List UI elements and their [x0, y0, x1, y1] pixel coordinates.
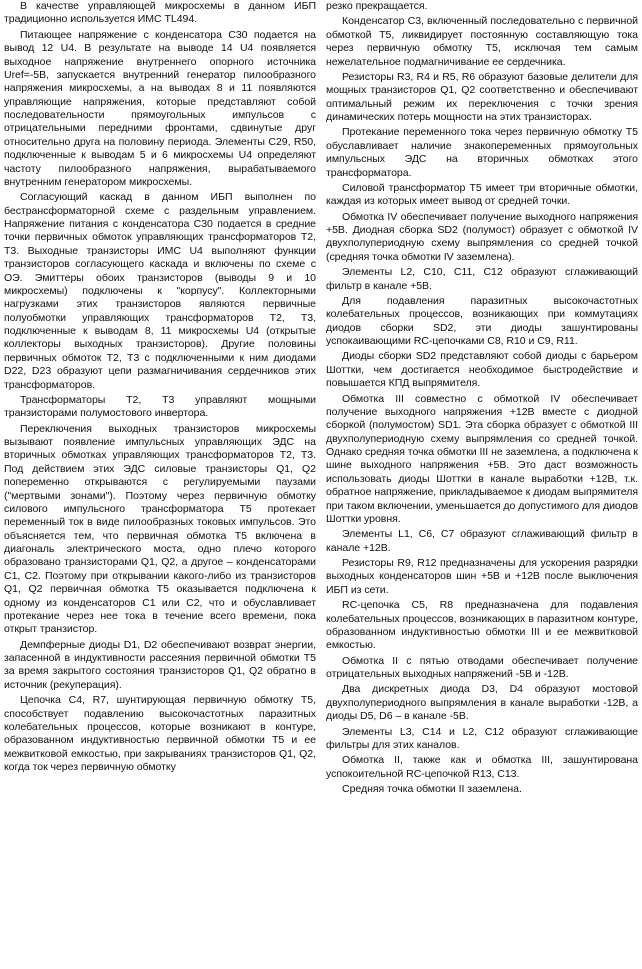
paragraph: Обмотка III совместно с обмоткой IV обеспечивает получение выходного напряжения +12В вместе с диодной сборкой (полумостом) SD1. Эта сборка образует с обмоткой III двухполупериодную схему выпрямления со средней точкой. Однако средняя точка обмотки III не заземлена, а подключена к шине выходного напряжения +5В. Это даст возможность использовать диоды Шоттки в канале выработки +12В, т.к. обратное напряжение, прикладываемое к диодам выпрямителя при таком включении, уменьшается до допустимого для диодов Шоттки уровня.	[326, 392, 638, 525]
paragraph: Средняя точка обмотки II заземлена.	[342, 783, 522, 795]
paragraph: Обмотка II, также как и обмотка III, зашунтирована успокоительной RC-цепочкой R13, С13.	[326, 754, 638, 780]
paragraph: Питающее напряжение с конденсатора С30 подается на вывод 12 U4. В результате на выводе 14 U4 появляется выходное напряжение внутреннего опорного источника Uref=-5В, запускается внутренний генератор пилообразного напряжения микросхемы, а на выводах 8 и 11 появляются управляющие напряжения, которые представляют собой последовательности прямоугольных импульсов с отрицательными передними фронтами, сдвинутые друг относительно друга на половину периода. Элементы С29, R50, подключенные к выводам 5 и 6 микросхемы U4 определяют частоту пилообразного напряжения, вырабатываемого внутренним генератором микросхемы.	[4, 28, 316, 188]
paragraph: Для подавления паразитных высокочастотных колебательных процессов, возникающих при коммутациях диодов сборки SD2, эти диоды зашунтированы успокаивающими RC-цепочками С8, R10 и С9, R11.	[326, 294, 638, 347]
paragraph: Трансформаторы Т2, Т3 управляют мощными транзисторами полумостового инвертора.	[4, 393, 316, 420]
left-column	[4, 0, 316, 969]
paragraph: Обмотка II с пятью отводами обеспечивает получение отрицательных выходных напряжений -5В и -12В.	[326, 654, 638, 680]
paragraph: Резисторы R3, R4 и R5, R6 образуют базовые делители для мощных транзисторов Q1, Q2 соответственно и обеспечивают оптимальный режим их переключения с точки зрения динамических потерь мощности на этих транзисторах.	[326, 70, 638, 123]
paragraph: Конденсатор С3, включенный последовательно с первичной обмоткой Т5, ликвидирует постоянную составляющую тока через первичную обмотку Т5, исключая тем самым нежелательное подмагничивание ее сердечника.	[326, 15, 638, 68]
paragraph: В качестве управляющей микросхемы в данном ИБП традиционно используется ИМС TL494.	[4, 0, 316, 26]
paragraph: резко прекращается.	[326, 0, 428, 12]
paragraph: Протекание переменного тока через первичную обмотку Т5 обуславливает наличие знакопеременных прямоугольных импульсных ЭДС на вторичных обмотках этого трансформатора.	[326, 126, 638, 179]
paragraph: Демпферные диоды D1, D2 обеспечивают возврат энергии, запасенной в индуктивности рассеяния первичной обмотки Т5 за время закрытого состояния транзисторов Q1, Q2 обратно в источник (рекуперация).	[4, 638, 316, 691]
paragraph: Элементы L2, С10, С11, С12 образуют сглаживающий фильтр в канале +5В.	[326, 266, 638, 292]
paragraph: Переключения выходных транзисторов микросхемы вызывают появление импульсных управляющих ЭДС на вторичных обмотках управляющих трансформаторов Т2, Т3. Под действием этих ЭДС силовые транзисторы Q1, Q2 попеременно открываются с регулируемыми паузами ("мертвыми зонами"). Поэтому через первичную обмотку силового импульсного трансформатора Т5 протекает переменный ток в виде пилообразных токовых импульсов. Это объясняется тем, что первичная обмотка Т5 включена в диагональ электрического моста, одно плечо которого образовано транзисторами Q1, Q2, а другое – конденсаторами С1, С2. Поэтому при открывании какого-либо из транзисторов Q1, Q2 первичная обмотка Т5 оказывается подключена к одному из конденсаторов С1 или С2, что и обуславливает протекание через нее тока в течение всего времени, пока открыт транзистор.	[4, 422, 316, 636]
right-column	[326, 0, 638, 969]
paragraph: Элементы L1, С6, С7 образуют сглаживающий фильтр в канале +12В.	[326, 528, 638, 554]
paragraph: Элементы L3, С14 и L2, С12 образуют сглаживающие фильтры для этих каналов.	[326, 725, 638, 751]
paragraph: Диоды сборки SD2 представляют собой диоды с барьером Шоттки, чем достигается необходимое быстродействие и повышается КПД выпрямителя.	[326, 350, 638, 390]
paragraph: Согласующий каскад в данном ИБП выполнен по бестрансформаторной схеме с раздельным управлением. Напряжение питания с конденсатора С30 подается в средние точки первичных обмоток управляющих трансформаторов Т2, Т3. Выходные транзисторы ИМС U4 выполняют функции транзисторов согласующего каскада и включены по схеме с ОЭ. Эмиттеры обоих транзисторов (выводы 9 и 10 микросхемы) подключены к "корпусу". Коллекторными нагрузками этих транзисторов являются первичные полуобмотки управляющих трансформаторов Т2, Т3, подключенные к выводам 8, 11 микросхемы U4 (открытые коллекторы выходных транзисторов). Другие половины первичных обмоток Т2, Т3 с подключенными к ним диодами D22, D23 образуют цепи размагничивания сердечников этих трансформаторов.	[4, 191, 316, 391]
paragraph: Силовой трансформатор Т5 имеет три вторичные обмотки, каждая из которых имеет вывод от средней точки.	[326, 181, 638, 208]
paragraph: Резисторы R9, R12 предназначены для ускорения разрядки выходных конденсаторов шин +5В и +12В после выключения ИБП из сети.	[326, 557, 638, 596]
paragraph: Обмотка IV обеспечивает получение выходного напряжения +5В. Диодная сборка SD2 (полумост) образует с обмоткой IV двухполупериодную схему выпрямления со средней точкой (средняя точка обмотки IV заземлена).	[326, 210, 638, 263]
paragraph: Два дискретных диода D3, D4 образуют мостовой двухполупериодного выпрямления в канале выработки -12В, а диоды D5, D6 – в канале -5В.	[326, 683, 638, 723]
paragraph: Цепочка С4, R7, шунтирующая первичную обмотку Т5, способствует подавлению высокочастотных паразитных колебательных процессов, которые возникают в контуре, образованном индуктивностью первичной обмотки Т5 и ее межвитковой емкостью, при закрываниях транзисторов Q1, Q2, когда ток через первичную обмотку	[4, 694, 316, 773]
paragraph: RC-цепочка С5, R8 предназначена для подавления колебательных процессов, возникающих в паразитном контуре, образованном индуктивностью обмотки III и ее межвитковой емкостью.	[326, 599, 638, 652]
